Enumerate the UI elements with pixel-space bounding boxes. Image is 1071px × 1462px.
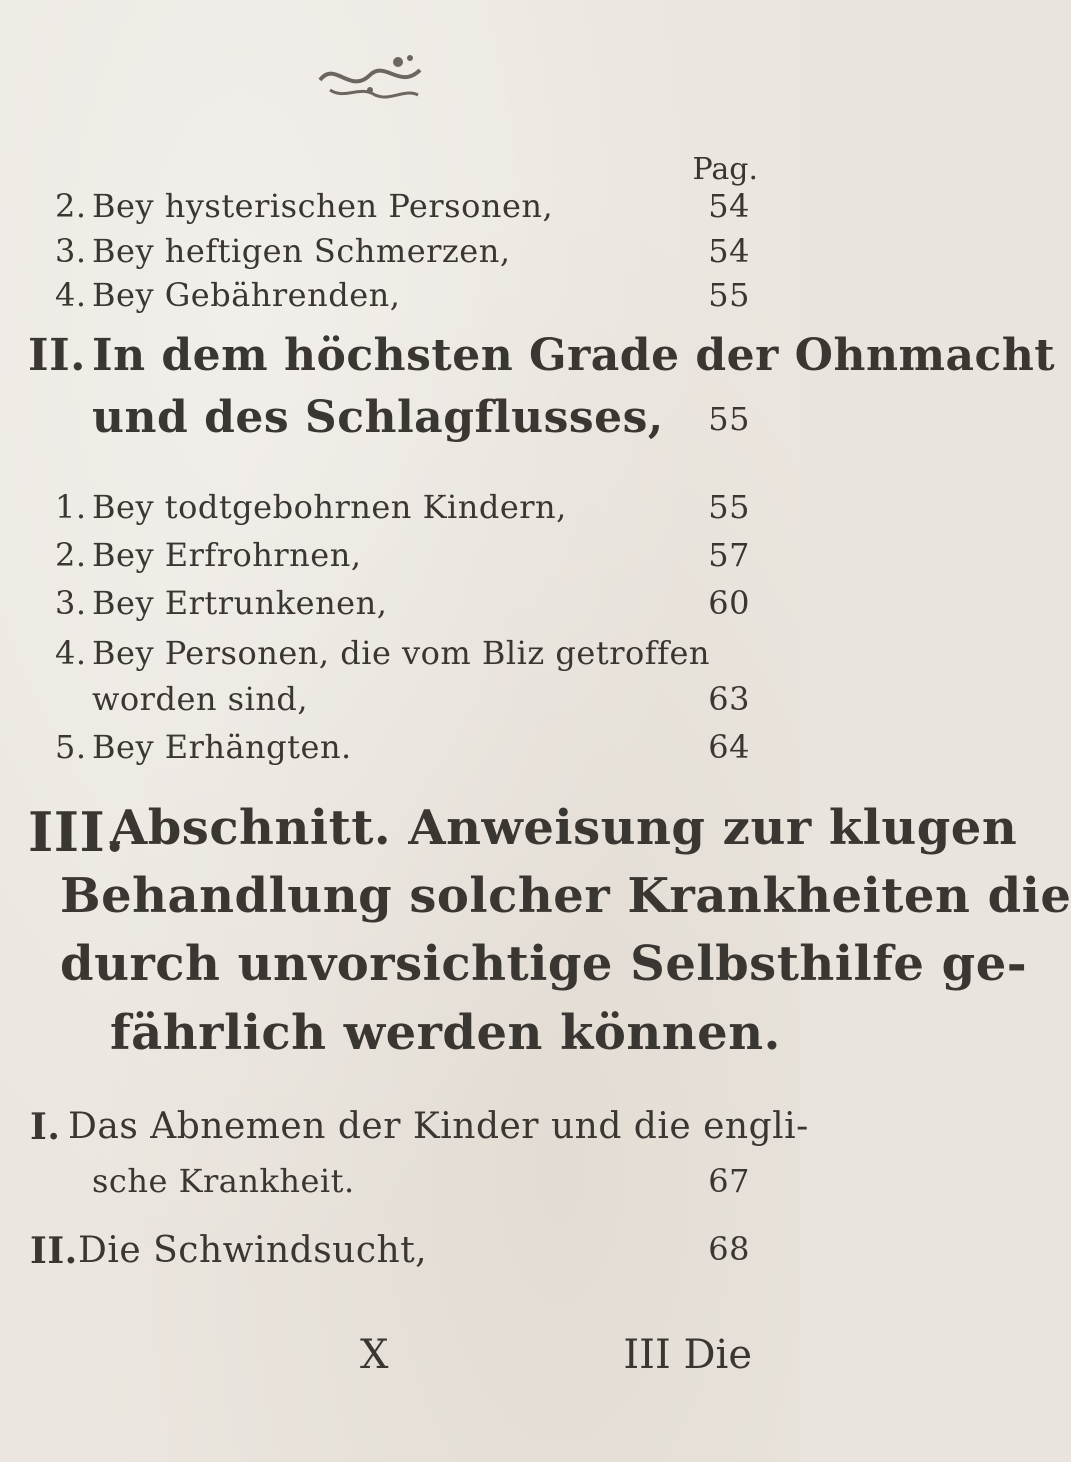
page-column-header: Pag. (692, 152, 758, 187)
section-title-line: fährlich werden können. (110, 1005, 781, 1061)
entry-page: 57 (708, 536, 750, 574)
entry-number: II. (30, 1230, 78, 1272)
entry-number: 1. (55, 488, 87, 526)
printer-ornament-icon (300, 40, 440, 110)
signature-mark: X (360, 1332, 389, 1378)
entry-page: 54 (708, 232, 750, 270)
entry-number: 2. (55, 187, 87, 225)
entry-title: Bey hysterischen Personen, (92, 187, 554, 225)
entry-page: 68 (708, 1230, 750, 1268)
section-number: III. (28, 800, 125, 864)
entry-title: Bey heftigen Schmerzen, (92, 232, 511, 270)
section-title-line: Abschnitt. Anweisung zur klugen (110, 800, 1018, 856)
entry-title: sche Krankheit. (92, 1162, 355, 1200)
entry-page: 55 (708, 276, 750, 314)
entry-title: Das Abnemen der Kinder und die engli- (68, 1106, 809, 1147)
catchword: III Die (623, 1332, 752, 1378)
entry-number: I. (30, 1106, 61, 1148)
section-title-line: Behandlung solcher Krankheiten die (60, 868, 1071, 924)
entry-page: 60 (708, 584, 750, 622)
entry-number: 2. (55, 536, 87, 574)
entry-page: 63 (708, 680, 750, 718)
entry-number: 4. (55, 634, 87, 672)
section-title-line: durch unvorsichtige Selbsthilfe ge- (60, 936, 1028, 992)
entry-number: 4. (55, 276, 87, 314)
entry-page: 64 (708, 728, 750, 766)
entry-page: 54 (708, 187, 750, 225)
entry-number: 3. (55, 584, 87, 622)
entry-number: 3. (55, 232, 87, 270)
entry-title: Bey Erfrohrnen, (92, 536, 362, 574)
section-title-line: und des Schlagflusses, (92, 392, 664, 443)
entry-title: Bey Personen, die vom Bliz getroffen (92, 634, 710, 672)
section-number: II. (28, 330, 86, 381)
entry-title: Bey Ertrunkenen, (92, 584, 388, 622)
entry-title: Bey Erhängten. (92, 728, 352, 766)
entry-title: Bey Gebährenden, (92, 276, 401, 314)
entry-page: 55 (708, 488, 750, 526)
entry-page: 55 (708, 400, 750, 438)
entry-number: 5. (55, 728, 87, 766)
section-title-line: In dem höchsten Grade der Ohnmacht (92, 330, 1056, 381)
entry-page: 67 (708, 1162, 750, 1200)
entry-title: Die Schwindsucht, (78, 1230, 428, 1271)
entry-title: worden sind, (92, 680, 309, 718)
entry-title: Bey todtgebohrnen Kindern, (92, 488, 567, 526)
